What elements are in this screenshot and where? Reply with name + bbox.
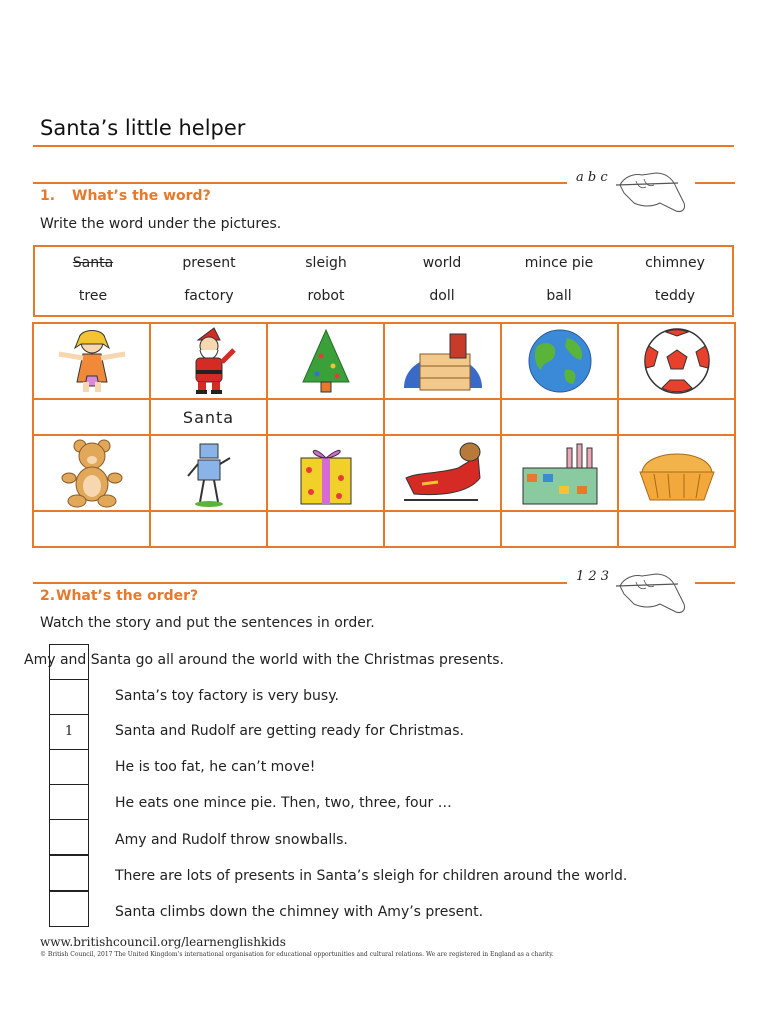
word-bank-item: world xyxy=(422,255,462,271)
robot-icon xyxy=(164,438,254,508)
answer-cell[interactable] xyxy=(384,511,501,547)
order-sentence: He is too fat, he can’t move! xyxy=(115,759,316,775)
mince-pie-icon xyxy=(632,438,722,508)
picture-cell xyxy=(33,435,150,511)
writing-hand-icon xyxy=(612,163,688,221)
order-box[interactable] xyxy=(49,855,89,891)
present-icon xyxy=(281,438,371,508)
hand-numbers: 1 2 3 xyxy=(576,569,610,584)
order-sentence: He eats one mince pie. Then, two, three, four … xyxy=(115,795,452,811)
order-box[interactable] xyxy=(49,679,89,715)
answer-cell[interactable] xyxy=(267,399,384,435)
answer-cell[interactable] xyxy=(33,399,150,435)
answer-cell[interactable] xyxy=(618,511,735,547)
section2-instruction: Watch the story and put the sentences in order. xyxy=(40,615,375,631)
order-sentence: Santa’s toy factory is very busy. xyxy=(115,688,339,704)
doll-icon xyxy=(47,326,137,396)
answer-cell[interactable] xyxy=(501,511,618,547)
order-box[interactable]: 1 xyxy=(49,714,89,750)
footer-copyright: © British Council, 2017 The United Kingdom’s international organisation for educational opportunities and cultural relations. We are registered in England as a charity. xyxy=(40,951,554,958)
order-sentence: Santa climbs down the chimney with Amy’s present. xyxy=(115,904,484,920)
word-bank-item: robot xyxy=(307,288,345,304)
section1-rule-right xyxy=(695,182,735,184)
section2-rule-left xyxy=(33,582,567,584)
picture-cell xyxy=(384,435,501,511)
word-bank-item: tree xyxy=(78,288,108,304)
word-bank-item: Santa xyxy=(72,255,114,271)
santa-icon xyxy=(164,326,254,396)
answer-cell[interactable] xyxy=(384,399,501,435)
answer-cell[interactable] xyxy=(501,399,618,435)
section2-rule-right xyxy=(695,582,735,584)
picture-cell xyxy=(150,323,267,399)
word-bank-item: ball xyxy=(546,288,572,304)
hand-letters: a b c xyxy=(576,170,608,185)
ball-icon xyxy=(632,326,722,396)
picture-cell xyxy=(501,323,618,399)
picture-cell xyxy=(33,323,150,399)
picture-cell xyxy=(618,323,735,399)
answer-cell[interactable] xyxy=(150,511,267,547)
word-bank-item: teddy xyxy=(654,288,696,304)
answer-cell[interactable] xyxy=(267,511,384,547)
word-bank xyxy=(33,245,734,317)
factory-icon xyxy=(515,438,605,508)
word-bank-item: present xyxy=(182,255,236,271)
section2-number: 2. xyxy=(40,588,56,604)
section1-rule-left xyxy=(33,182,567,184)
teddy-icon xyxy=(47,438,137,508)
word-bank-item: mince pie xyxy=(524,255,594,271)
picture-grid xyxy=(32,322,736,548)
order-sentence: Amy and Santa go all around the world with the Christmas presents. xyxy=(24,652,504,668)
title-rule xyxy=(33,145,734,147)
answer-cell[interactable] xyxy=(618,399,735,435)
word-bank-item: factory xyxy=(184,288,234,304)
order-box[interactable] xyxy=(49,819,89,855)
picture-cell xyxy=(267,323,384,399)
world-globe-icon xyxy=(515,326,605,396)
section1-heading: What’s the word? xyxy=(72,188,211,204)
section1-number: 1. xyxy=(40,188,56,204)
answer-cell[interactable] xyxy=(33,511,150,547)
section1-instruction: Write the word under the pictures. xyxy=(40,216,282,232)
christmas-tree-icon xyxy=(281,326,371,396)
word-bank-item: chimney xyxy=(645,255,705,271)
sleigh-icon xyxy=(398,438,488,508)
order-sentence: Amy and Rudolf throw snowballs. xyxy=(115,832,348,848)
page-title: Santa’s little helper xyxy=(40,116,246,140)
word-bank-item: doll xyxy=(429,288,455,304)
picture-cell xyxy=(384,323,501,399)
picture-cell xyxy=(618,435,735,511)
order-box[interactable] xyxy=(49,784,89,820)
footer-url[interactable]: www.britishcouncil.org/learnenglishkids xyxy=(40,935,286,949)
section2-heading: What’s the order? xyxy=(56,588,199,604)
order-box[interactable] xyxy=(49,749,89,785)
picture-cell xyxy=(150,435,267,511)
order-sentence: There are lots of presents in Santa’s sleigh for children around the world. xyxy=(115,868,628,884)
word-bank-item: sleigh xyxy=(305,255,347,271)
order-sentence: Santa and Rudolf are getting ready for Christmas. xyxy=(115,723,465,739)
chimney-icon xyxy=(398,326,488,396)
picture-cell xyxy=(267,435,384,511)
picture-cell xyxy=(501,435,618,511)
answer-cell[interactable]: Santa xyxy=(150,399,267,435)
writing-hand-icon xyxy=(612,564,688,622)
order-box[interactable] xyxy=(49,891,89,927)
